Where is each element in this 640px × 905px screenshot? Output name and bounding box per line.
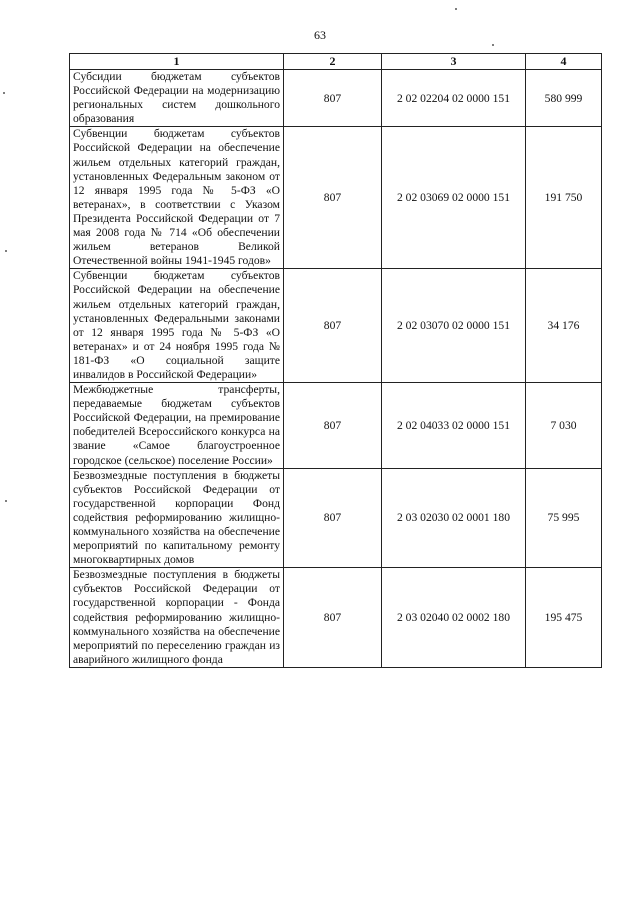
row-amount: 580 999 bbox=[526, 70, 602, 127]
column-header: 4 bbox=[526, 54, 602, 70]
column-header: 2 bbox=[284, 54, 382, 70]
row-description: Субвенции бюджетам субъектов Российской Федерации на обеспечение жильем отдельных категорий граждан, установленных Федеральным законом от 12 января 1995 года № 5-ФЗ «О ветеранах», в соответствии с Указом Президента Российской Федерации от 7 мая 2008 года № 714 «Об обеспечении жильем ветеранов Великой Отечественной войны 1941-1945 годов» bbox=[70, 127, 284, 269]
row-budget-code: 2 02 02204 02 0000 151 bbox=[382, 70, 526, 127]
table-row bbox=[70, 70, 602, 127]
column-header: 1 bbox=[70, 54, 284, 70]
row-description: Безвозмездные поступления в бюджеты субъектов Российской Федерации от государственной корпорации - Фонда содействия реформированию жилищно-коммунального хозяйства на обеспечение мероприятий по переселению граждан из аварийного жилищного фонда bbox=[70, 568, 284, 668]
row-amount: 195 475 bbox=[526, 568, 602, 668]
row-admin-code: 807 bbox=[284, 383, 382, 469]
row-admin-code: 807 bbox=[284, 568, 382, 668]
row-description: Межбюджетные трансферты, передаваемые бюджетам субъектов Российской Федерации, на премирование победителей Всероссийского конкурса на звание «Самое благоустроенное городское (сельское) поселение России» bbox=[70, 383, 284, 469]
table-row bbox=[70, 383, 602, 469]
row-amount: 75 995 bbox=[526, 468, 602, 568]
row-budget-code: 2 02 03069 02 0000 151 bbox=[382, 127, 526, 269]
row-amount: 191 750 bbox=[526, 127, 602, 269]
table-row bbox=[70, 269, 602, 383]
scan-speck bbox=[3, 92, 5, 94]
scan-speck bbox=[5, 250, 7, 252]
row-admin-code: 807 bbox=[284, 468, 382, 568]
row-admin-code: 807 bbox=[284, 70, 382, 127]
column-header: 3 bbox=[382, 54, 526, 70]
row-description: Субвенции бюджетам субъектов Российской Федерации на обеспечение жильем отдельных категорий граждан, установленных Федеральными законами от 12 января 1995 года № 5-ФЗ «О ветеранах» и от 24 ноября 1995 года № 181-ФЗ «О социальной защите инвалидов в Российской Федерации» bbox=[70, 269, 284, 383]
budget-revenue-table bbox=[69, 53, 602, 668]
scan-speck bbox=[492, 44, 494, 46]
table-row bbox=[70, 468, 602, 568]
row-budget-code: 2 02 04033 02 0000 151 bbox=[382, 383, 526, 469]
row-budget-code: 2 03 02040 02 0002 180 bbox=[382, 568, 526, 668]
row-description: Субсидии бюджетам субъектов Российской Федерации на модернизацию региональных систем дошкольного образования bbox=[70, 70, 284, 127]
table-row bbox=[70, 568, 602, 668]
scan-speck bbox=[5, 500, 7, 502]
row-admin-code: 807 bbox=[284, 269, 382, 383]
row-admin-code: 807 bbox=[284, 127, 382, 269]
scan-speck bbox=[455, 8, 457, 10]
row-description: Безвозмездные поступления в бюджеты субъектов Российской Федерации от государственной корпорации Фонд содействия реформированию жилищно-коммунального хозяйства на обеспечение мероприятий по капитальному ремонту многоквартирных домов bbox=[70, 468, 284, 568]
row-amount: 7 030 bbox=[526, 383, 602, 469]
page-number: 63 bbox=[314, 28, 326, 42]
row-amount: 34 176 bbox=[526, 269, 602, 383]
table-row bbox=[70, 127, 602, 269]
table-header-row bbox=[70, 54, 602, 70]
row-budget-code: 2 03 02030 02 0001 180 bbox=[382, 468, 526, 568]
row-budget-code: 2 02 03070 02 0000 151 bbox=[382, 269, 526, 383]
